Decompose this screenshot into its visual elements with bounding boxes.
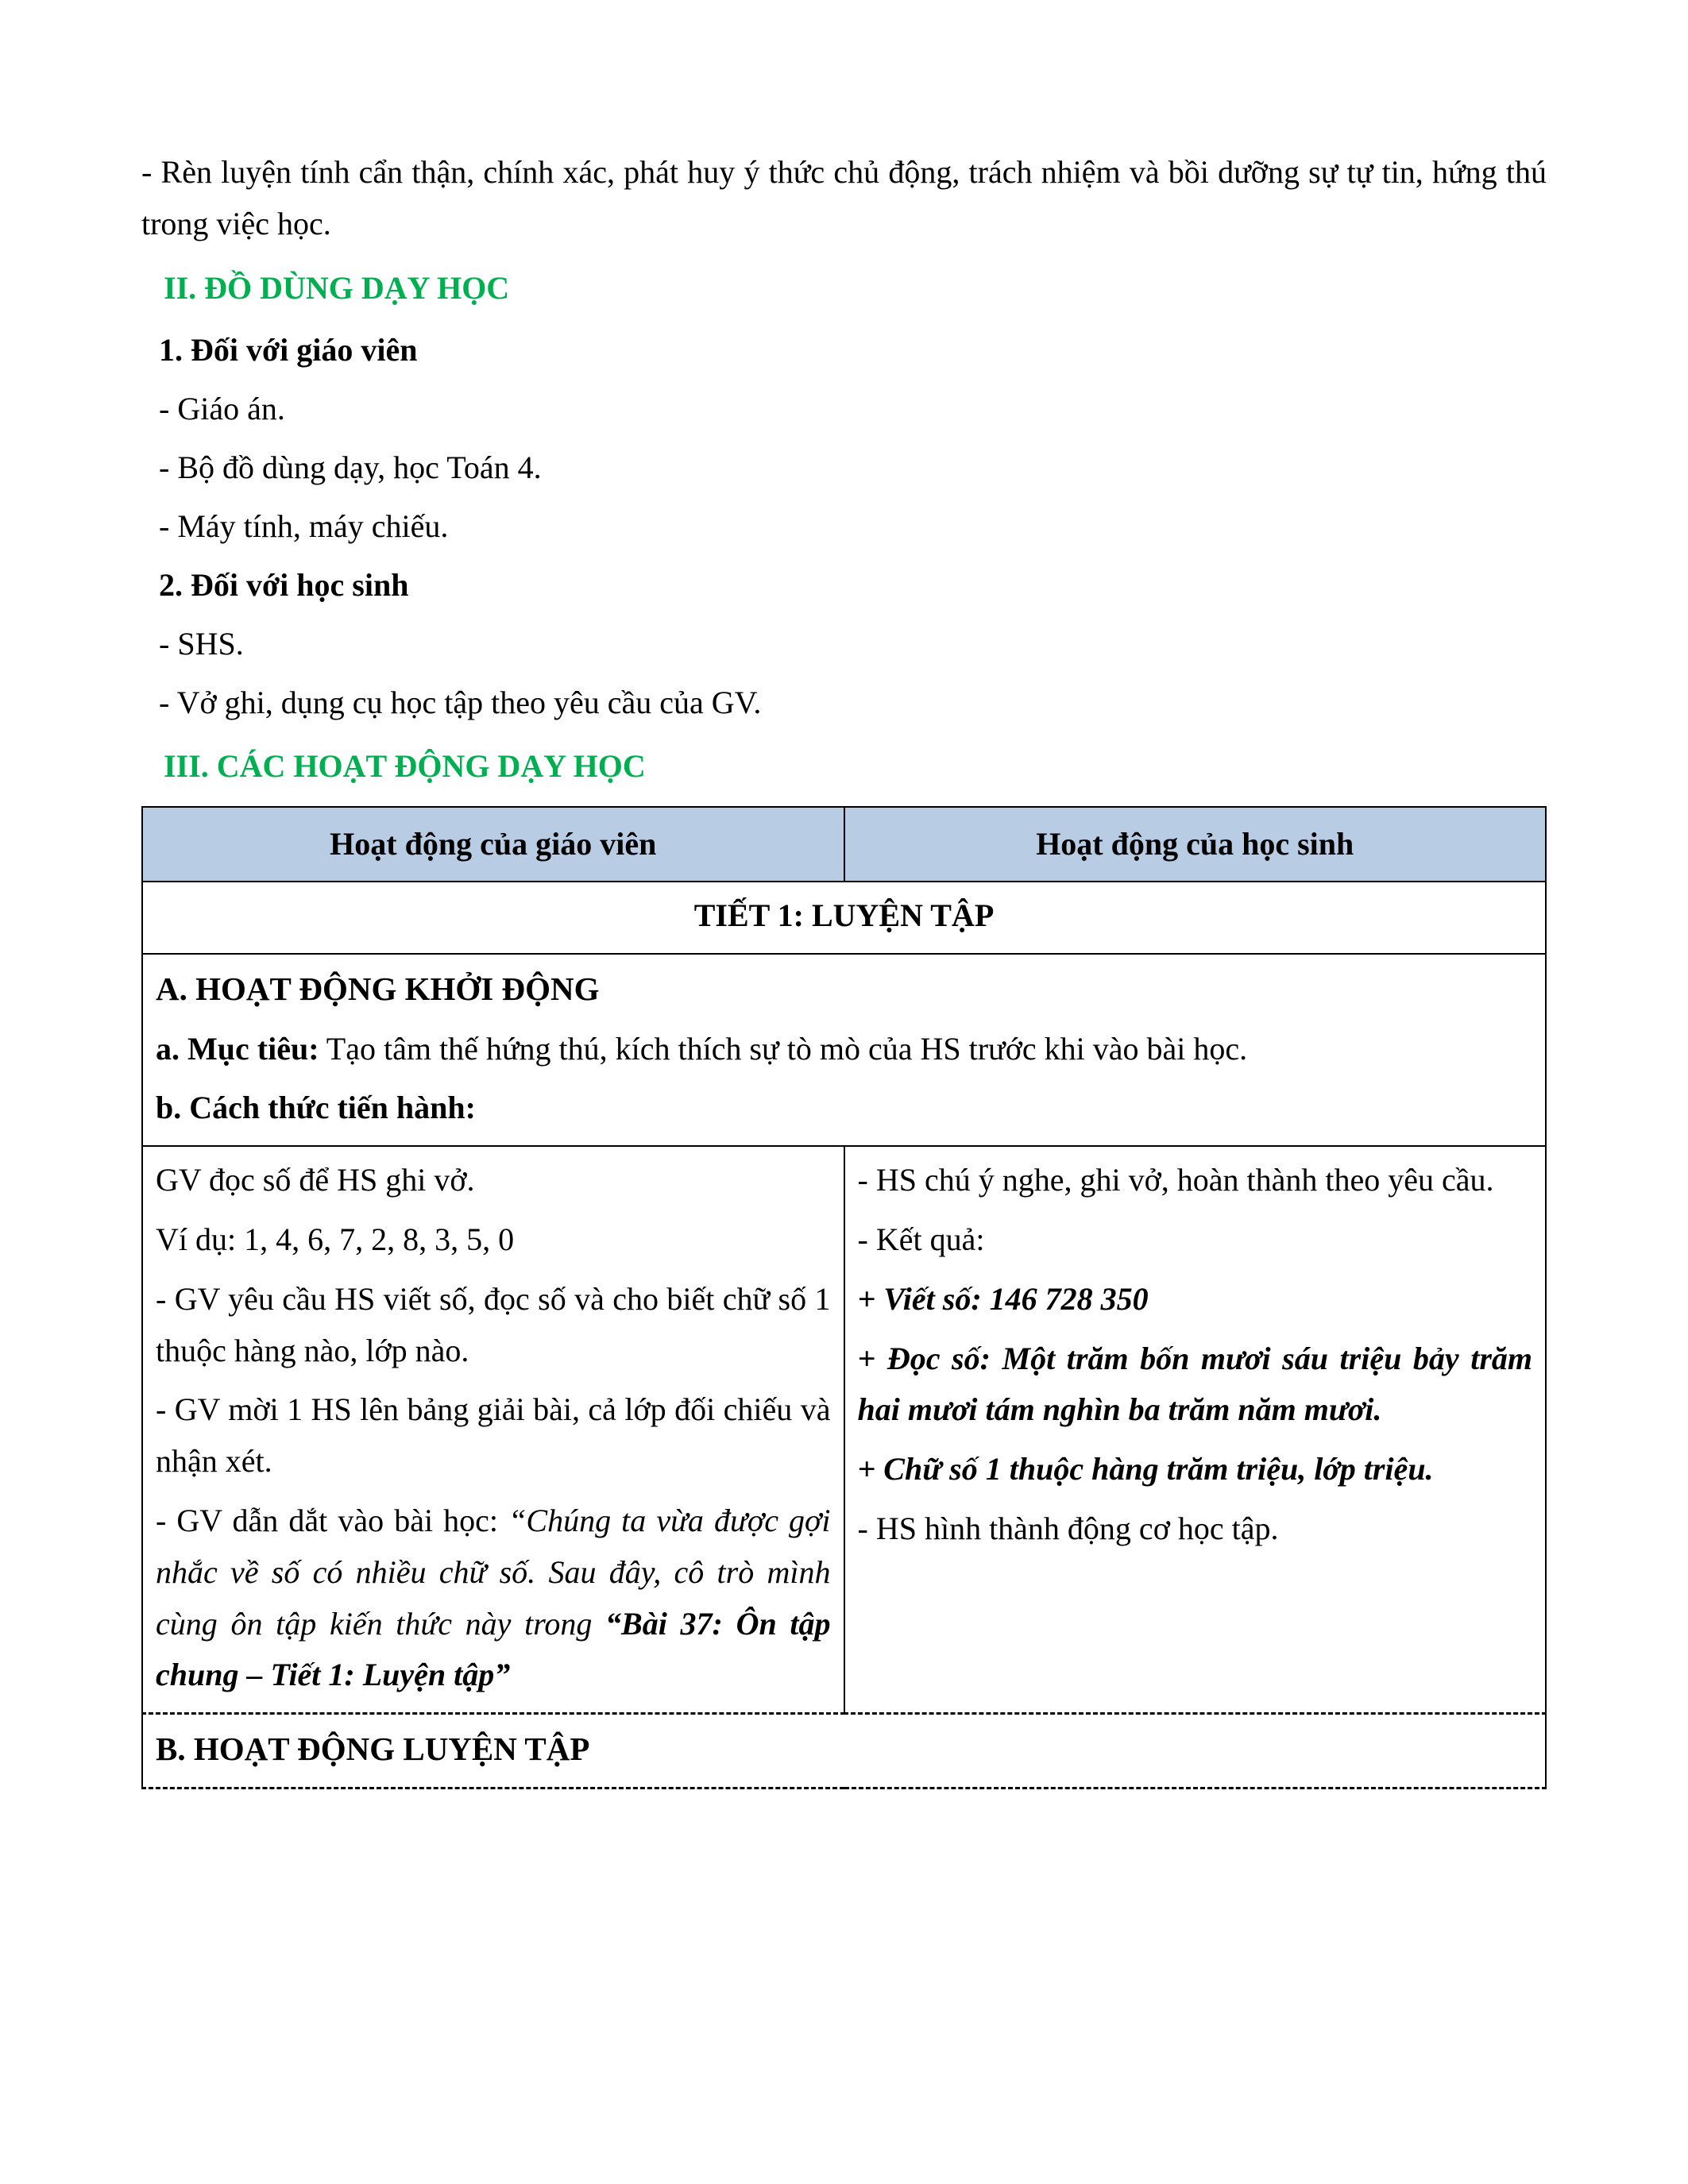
teacher-material-item-1: - Giáo án.: [159, 390, 285, 426]
lead-in-lesson-title: “Bài 37: Ôn tập chung – Tiết 1: Luyện tập”: [156, 1605, 831, 1693]
student-line-2: - Kết quả:: [857, 1221, 985, 1257]
section-heading-iii: III. CÁC HOẠT ĐỘNG DẠY HỌC: [164, 747, 646, 784]
tiet-title-cell: TIẾT 1: LUYỆN TẬP: [142, 882, 1546, 954]
student-line-1: - HS chú ý nghe, ghi vở, hoàn thành theo yêu cầu.: [857, 1162, 1494, 1198]
intro-goal-paragraph: - Rèn luyện tính cẩn thận, chính xác, phát huy ý thức chủ động, trách nhiệm và bồi dưỡng sự tự tin, hứng thú trong việc học.: [141, 154, 1547, 241]
teacher-material-item-3: - Máy tính, máy chiếu.: [159, 507, 449, 544]
column-header-student: Hoạt động của học sinh: [844, 807, 1547, 882]
lead-in-prefix: - GV dẫn dắt vào bài học:: [156, 1502, 509, 1538]
student-line-last: - HS hình thành động cơ học tập.: [857, 1510, 1279, 1546]
teacher-line-3: - GV yêu cầu HS viết số, đọc số và cho biết chữ số 1 thuộc hàng nào, lớp nào.: [156, 1280, 831, 1368]
teacher-activity-cell: [142, 1146, 844, 1713]
table-row-activity-a: [142, 954, 1546, 1146]
teacher-material-item-2: - Bộ đồ dùng dạy, học Toán 4.: [159, 449, 542, 485]
activity-a-cell: [142, 954, 1546, 1146]
lesson-activities-table: [141, 806, 1547, 1789]
activity-a-method-label: b. Cách thức tiến hành:: [156, 1090, 476, 1126]
table-row-activity-a-body: [142, 1146, 1546, 1713]
activity-a-title: A. HOẠT ĐỘNG KHỞI ĐỘNG: [156, 970, 600, 1008]
read-number-text: Một trăm bốn mươi sáu triệu bảy trăm hai mươi tám nghìn ba trăm năm mươi.: [857, 1340, 1532, 1428]
student-activity-cell: [844, 1146, 1547, 1713]
objective-text: Tạo tâm thế hứng thú, kích thích sự tò mò của HS trước khi vào bài học.: [319, 1030, 1248, 1067]
teacher-line-2: Ví dụ: 1, 4, 6, 7, 2, 8, 3, 5, 0: [156, 1221, 515, 1257]
activity-b-title: B. HOẠT ĐỘNG LUYỆN TẬP: [156, 1731, 590, 1768]
table-row-tiet-title: [142, 882, 1546, 954]
column-header-teacher: Hoạt động của giáo viên: [142, 807, 844, 882]
student-material-item-1: - SHS.: [159, 625, 244, 662]
teacher-line-4: - GV mời 1 HS lên bảng giải bài, cả lớp đối chiếu và nhận xét.: [156, 1391, 831, 1480]
student-result-write-number: + Viết số: 146 728 350: [857, 1280, 1149, 1317]
subsection-title-student: 2. Đối với học sinh: [159, 566, 409, 603]
student-material-item-2: - Vở ghi, dụng cụ học tập theo yêu cầu của GV.: [159, 684, 762, 720]
section-heading-ii: II. ĐỒ DÙNG DẠY HỌC: [164, 269, 510, 306]
objective-label: a. Mục tiêu:: [156, 1030, 319, 1067]
lead-in-quote: “Chúng ta vừa được gợi nhắc về số có nhiều chữ số. Sau đây, cô trò mình cùng ôn tập kiến thức này trong: [156, 1502, 831, 1642]
student-result-read-number: [858, 1333, 1533, 1437]
subsection-title-teacher: 1. Đối với giáo viên: [159, 331, 418, 368]
table-header-row: [142, 807, 1546, 882]
table-row-activity-b: [142, 1714, 1546, 1788]
student-result-digit-place: + Chữ số 1 thuộc hàng trăm triệu, lớp triệu.: [857, 1451, 1434, 1488]
activity-a-objective: [156, 1024, 1532, 1075]
activity-b-cell: [142, 1714, 1546, 1788]
teacher-line-1: GV đọc số để HS ghi vở.: [156, 1162, 475, 1198]
read-number-label: + Đọc số:: [857, 1340, 991, 1376]
teacher-lead-in: [156, 1495, 831, 1701]
